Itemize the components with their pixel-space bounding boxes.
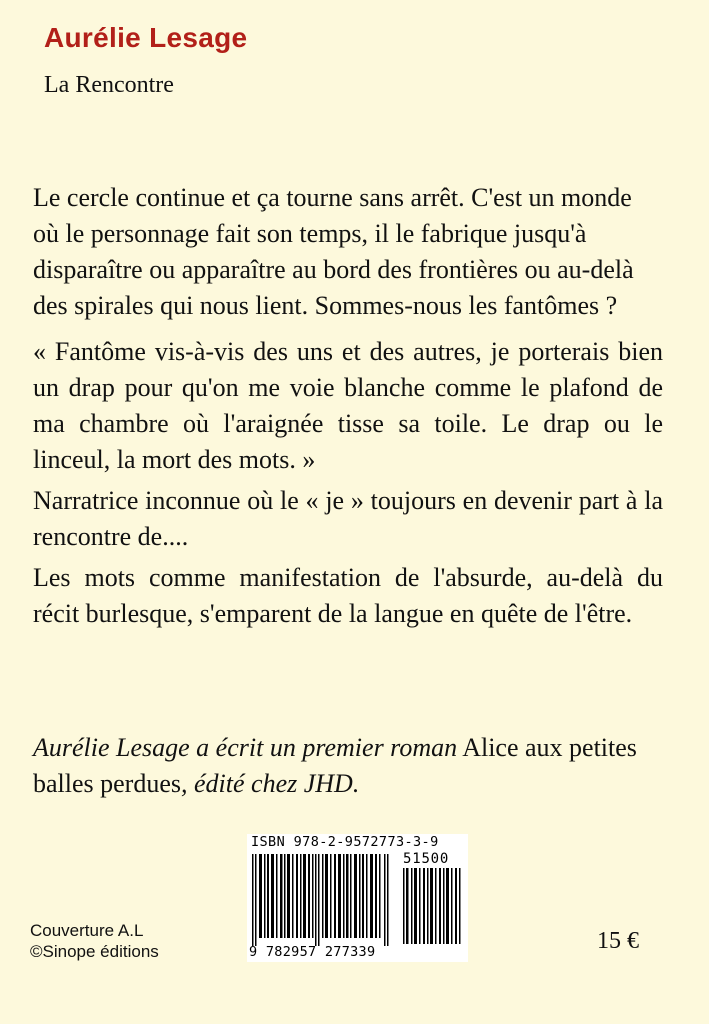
previous-book-title: Alice aux petites balles perdues bbox=[33, 733, 637, 798]
author-bio bbox=[33, 730, 663, 802]
price-code: 51500 bbox=[403, 851, 450, 867]
credits bbox=[30, 920, 159, 962]
isbn-number: ISBN 978-2-9572773-3-9 bbox=[251, 834, 439, 850]
blurb-quote: « Fantôme vis-à-vis des uns et des autres, je porterais bien un drap pour qu'on me voie blanche comme le plafond de ma chambre où l'araignée tisse sa toile. Le drap ou le linceul, la mort des mots. » bbox=[33, 337, 663, 474]
isbn-barcode bbox=[247, 834, 468, 962]
cover-credit: Couverture A.L bbox=[30, 921, 144, 940]
book-title: La Rencontre bbox=[44, 72, 174, 98]
back-cover-blurb bbox=[33, 180, 663, 632]
addon-barcode-bars bbox=[402, 868, 464, 944]
publisher-credit: ©Sinope éditions bbox=[30, 942, 159, 961]
blurb-paragraph: Les mots comme manifestation de l'absurde, au-delà du récit burlesque, s'emparent de la langue en quête de l'être. bbox=[33, 563, 663, 628]
author-name: Aurélie Lesage bbox=[44, 22, 248, 53]
blurb-paragraph: Narratrice inconnue où le « je » toujours en devenir part à la rencontre de.... bbox=[33, 486, 663, 551]
price: 15 € bbox=[597, 928, 639, 954]
bio-publisher: , édité chez JHD. bbox=[181, 769, 360, 798]
barcode-bars bbox=[250, 854, 394, 946]
bio-intro: Aurélie Lesage a écrit un premier roman bbox=[33, 733, 458, 762]
blurb-paragraph: Le cercle continue et ça tourne sans arrêt. C'est un monde où le personnage fait son temps, il le fabrique jusqu'à disparaître ou apparaître au bord des frontières ou au-delà des spirales qui nous lient. Sommes-nous les fantômes ? bbox=[33, 183, 634, 320]
ean-digits: 9 782957 277339 bbox=[249, 944, 376, 960]
